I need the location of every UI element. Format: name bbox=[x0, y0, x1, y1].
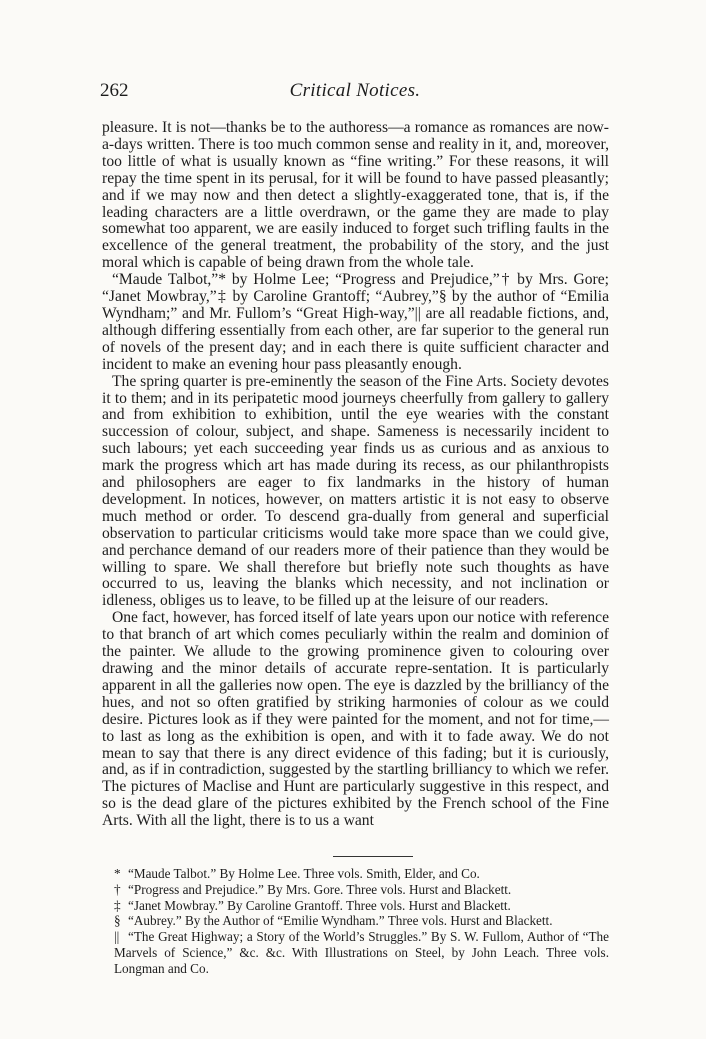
paragraph: “Maude Talbot,”* by Holme Lee; “Progress and Prejudice,”† by Mrs. Gore; “Janet Mowbray,”‡ by Caroline Grantoff; “Aubrey,”§ by the author of “Emilia Wyndham;” and Mr. Fullom’s “Great High-way,”|| are all readable fictions, and, although differing essentially from each other, are far superior to the general run of novels of the present day; and in each there is quite sufficient character and incident to make an evening hour pass pleasantly enough. bbox=[102, 271, 609, 373]
footnote-divider bbox=[333, 856, 413, 857]
footnote bbox=[102, 929, 609, 976]
page-number: 262 bbox=[100, 80, 129, 101]
footnote bbox=[102, 866, 609, 882]
paragraph: The spring quarter is pre-eminently the season of the Fine Arts. Society devotes it to them; and in its peripatetic mood journeys cheerfully from gallery to gallery and from exhibition to exhibition, until the eye wearies with the constant succession of colour, subject, and shape. Sameness is necessarily incident to such labours; yet each succeeding year finds us as curious and as anxious to mark the progress which art has made during its recess, as our philanthropists and philosophers are eager to fix landmarks in the history of human development. In notices, however, on matters artistic it is not easy to observe much method or order. To descend gra-dually from general and superficial observation to particular criticisms would take more space than we could give, and perchance demand of our readers more of their patience than they would be willing to spare. We shall therefore but briefly note such thoughts as have occurred to us, leaving the blanks which necessity, and not inclination or idleness, obliges us to leave, to be filled up at the leisure of our readers. bbox=[102, 372, 609, 610]
footnote-mark: || bbox=[114, 929, 120, 945]
footnote-text: “Janet Mowbray.” By Caroline Grantoff. Three vols. Hurst and Blackett. bbox=[128, 897, 511, 913]
footnote-mark: ‡ bbox=[114, 897, 121, 913]
footnote-mark: † bbox=[114, 881, 121, 897]
running-title: Critical Notices. bbox=[289, 80, 421, 101]
footnote-mark: § bbox=[114, 913, 121, 929]
article-body bbox=[102, 120, 609, 830]
footnote-text: “Progress and Prejudice.” By Mrs. Gore. Three vols. Hurst and Blackett. bbox=[128, 881, 512, 897]
footnotes bbox=[102, 866, 609, 977]
footnote bbox=[102, 913, 609, 929]
footnote-text: “Maude Talbot.” By Holme Lee. Three vols. Smith, Elder, and Co. bbox=[128, 866, 480, 881]
page-header bbox=[100, 80, 610, 104]
footnote-text: “Aubrey.” By the Author of “Emilie Wyndham.” Three vols. Hurst and Blackett. bbox=[128, 913, 553, 929]
footnote-mark: * bbox=[114, 866, 121, 881]
footnote-text: “The Great Highway; a Story of the World’s Struggles.” By S. W. Fullom, Author of “The Marvels of Science,” &c. &c. With Illustrations on Steel, by John Leach. Three vols. Longman and Co. bbox=[114, 929, 609, 976]
footnote bbox=[102, 898, 609, 914]
paragraph: pleasure. It is not—thanks be to the authoress—a romance as romances are now-a-days written. There is too much common sense and reality in it, and, moreover, too little of what is usually known as “fine writing.” For these reasons, it will repay the time spent in its perusal, for it will be found to have passed pleasantly; and if we may now and then detect a slightly-exaggerated tone, that is, if the leading characters are a little overdrawn, or the game they are made to play somewhat too apparent, we are easily induced to forget such trifling faults in the excellence of the general treatment, the probability of the story, and the just moral which is capable of being drawn from the whole tale. bbox=[102, 119, 609, 272]
paragraph: One fact, however, has forced itself of late years upon our notice with reference to that branch of art which comes peculiarly within the realm and dominion of the painter. We allude to the growing prominence given to colouring over drawing and the minor details of accurate repre-sentation. It is particularly apparent in all the galleries now open. The eye is dazzled by the brilliancy of the hues, and not so often gratified by striking harmonies of colour as we could desire. Pictures look as if they were painted for the moment, and not for time,—to last as long as the exhibition is open, and with it to fade away. We do not mean to say that there is any direct evidence of this fading; but it is curiously, and, as if in contradiction, suggested by the startling brilliancy to which we refer. The pictures of Maclise and Hunt are particularly suggestive in this respect, and so is the dead glare of the pictures exhibited by the French school of the Fine Arts. With all the light, there is to us a want bbox=[102, 609, 609, 830]
footnote bbox=[102, 882, 609, 898]
